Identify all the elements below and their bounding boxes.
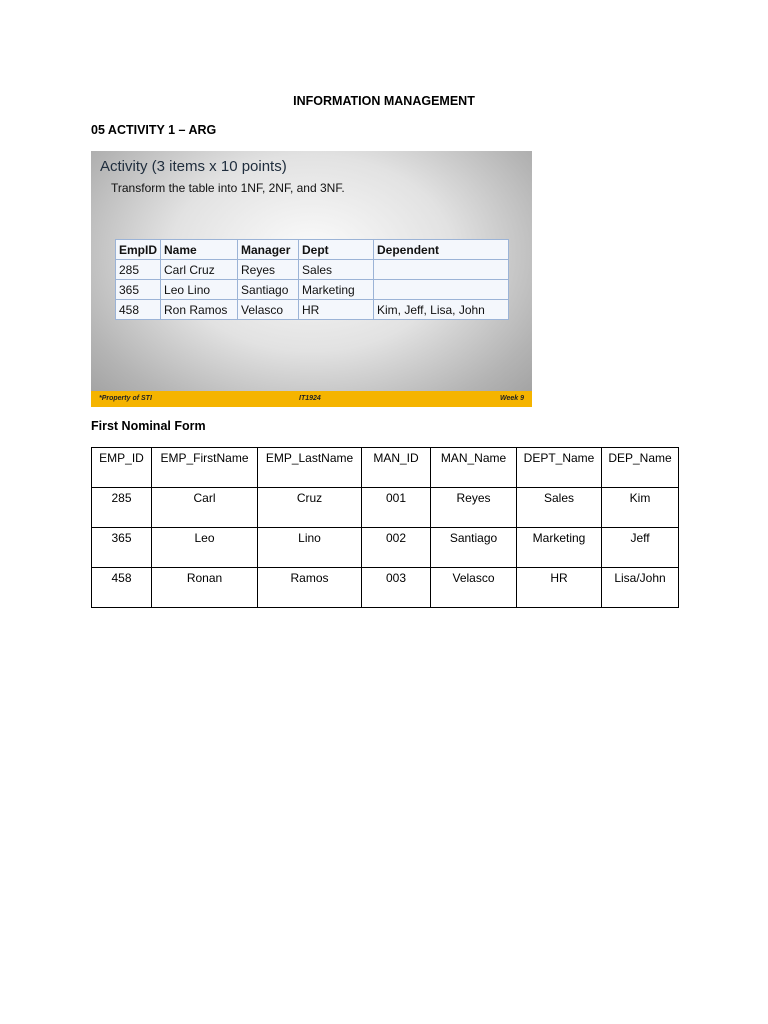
table-cell: 285 (116, 260, 161, 280)
table-cell: Santiago (238, 280, 299, 300)
table-header-row (116, 240, 509, 260)
column-header: DEP_Name (602, 448, 679, 488)
table-row (116, 280, 509, 300)
table-cell: Lino (258, 528, 362, 568)
table-row (116, 300, 509, 320)
table-cell: Ron Ramos (161, 300, 238, 320)
table-cell: 458 (92, 568, 152, 608)
column-header: Name (161, 240, 238, 260)
table-cell: Santiago (431, 528, 517, 568)
table-cell: HR (299, 300, 374, 320)
table-row (92, 528, 679, 568)
table-cell: Lisa/John (602, 568, 679, 608)
table-cell: HR (517, 568, 602, 608)
table-row (116, 260, 509, 280)
table-header-row (92, 448, 679, 488)
page-title: INFORMATION MANAGEMENT (293, 94, 475, 108)
table-cell: 002 (362, 528, 431, 568)
footer-property: *Property of STI (99, 395, 152, 402)
table-cell: 365 (116, 280, 161, 300)
table-cell: Sales (517, 488, 602, 528)
footer-week: Week 9 (500, 395, 524, 402)
table-cell (374, 280, 509, 300)
table-cell: Sales (299, 260, 374, 280)
column-header: Manager (238, 240, 299, 260)
table-cell: Ronan (152, 568, 258, 608)
first-normal-form-table (91, 447, 679, 608)
column-header: EMP_LastName (258, 448, 362, 488)
column-header: Dependent (374, 240, 509, 260)
table-row (92, 568, 679, 608)
table-row (92, 488, 679, 528)
column-header: DEPT_Name (517, 448, 602, 488)
activity-title: 05 ACTIVITY 1 – ARG (91, 123, 217, 137)
column-header: EmpID (116, 240, 161, 260)
table-cell: 003 (362, 568, 431, 608)
slide-footer-bar (91, 391, 532, 407)
table-cell: Velasco (431, 568, 517, 608)
table-cell: 001 (362, 488, 431, 528)
slide-source-table (115, 239, 509, 320)
column-header: MAN_Name (431, 448, 517, 488)
table-cell (374, 260, 509, 280)
table-cell: Kim (602, 488, 679, 528)
table-cell: Carl (152, 488, 258, 528)
table-cell: Leo (152, 528, 258, 568)
table-cell: Ramos (258, 568, 362, 608)
table-cell: 365 (92, 528, 152, 568)
table-cell: Kim, Jeff, Lisa, John (374, 300, 509, 320)
table-cell: Marketing (299, 280, 374, 300)
column-header: EMP_FirstName (152, 448, 258, 488)
activity-slide-image (91, 151, 532, 407)
table-cell: Jeff (602, 528, 679, 568)
footer-course-code: IT1924 (299, 395, 321, 402)
table-cell: Velasco (238, 300, 299, 320)
column-header: Dept (299, 240, 374, 260)
table-cell: 458 (116, 300, 161, 320)
table-cell: Reyes (431, 488, 517, 528)
slide-instruction: Transform the table into 1NF, 2NF, and 3NF. (111, 181, 345, 195)
section-title: First Nominal Form (91, 419, 206, 433)
table-cell: Carl Cruz (161, 260, 238, 280)
slide-heading: Activity (3 items x 10 points) (100, 158, 287, 175)
table-cell: Leo Lino (161, 280, 238, 300)
table-cell: Reyes (238, 260, 299, 280)
table-cell: Cruz (258, 488, 362, 528)
column-header: MAN_ID (362, 448, 431, 488)
table-cell: Marketing (517, 528, 602, 568)
column-header: EMP_ID (92, 448, 152, 488)
table-cell: 285 (92, 488, 152, 528)
